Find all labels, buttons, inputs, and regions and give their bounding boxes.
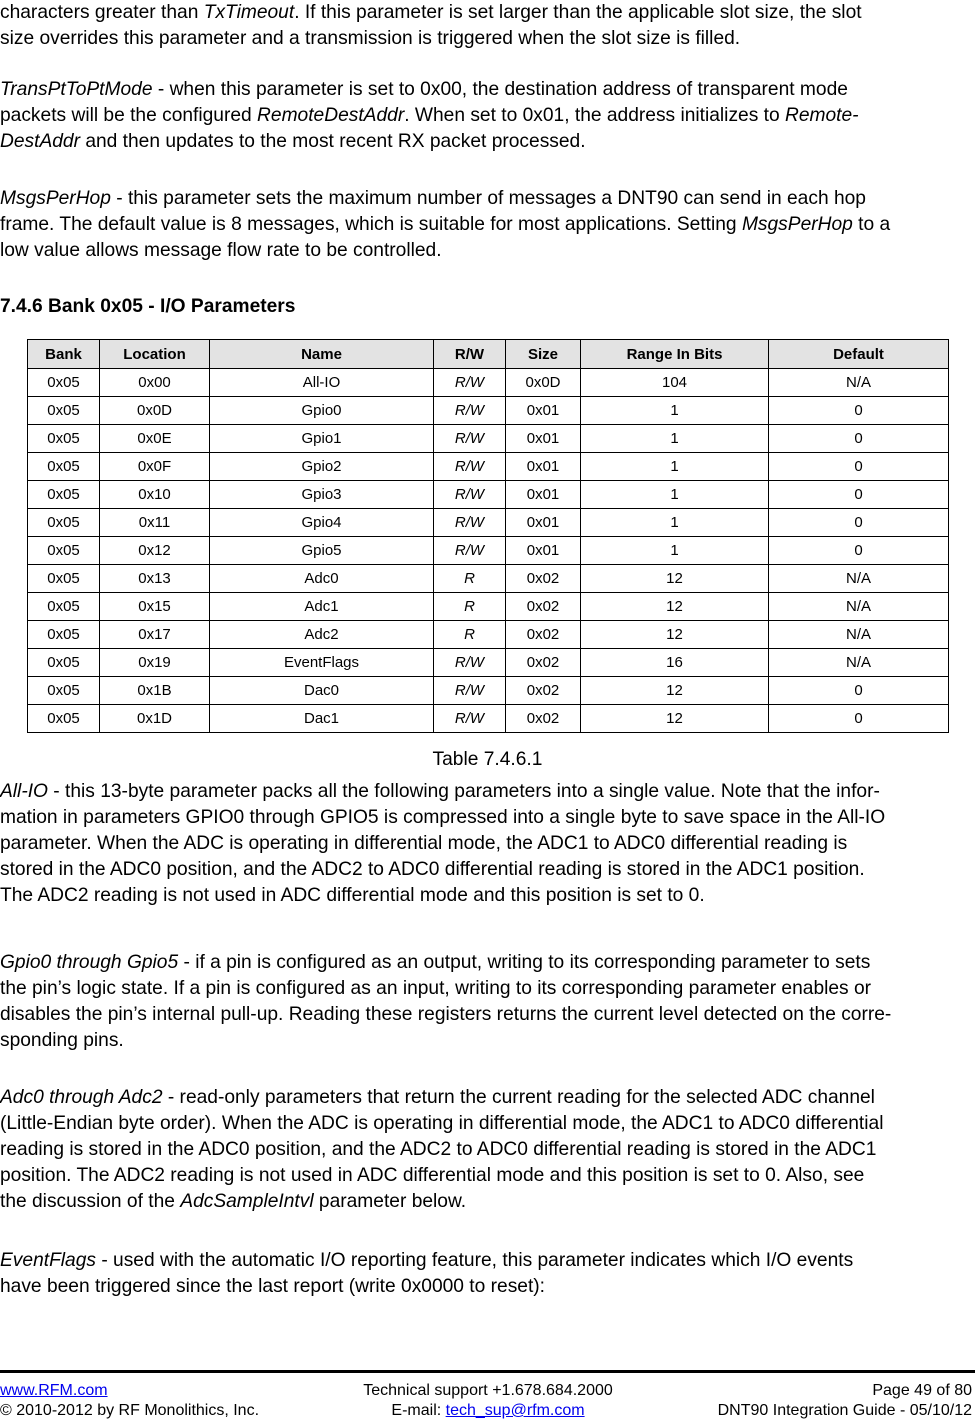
email-label: E-mail: [391, 1402, 446, 1419]
param-name: Remote- [784, 105, 859, 126]
cell: 1 [581, 481, 769, 509]
cell: 0x00 [100, 369, 210, 397]
cell: Gpio4 [210, 509, 434, 537]
support-phone: Technical support +1.678.684.2000 [363, 1382, 613, 1399]
text: - if a pin is configured as an output, writing to its corresponding parameter to sets [178, 952, 871, 973]
cell: Gpio1 [210, 425, 434, 453]
paragraph-transptoptmode [0, 77, 972, 155]
text: parameter below. [313, 1191, 467, 1212]
cell: 0x05 [28, 677, 100, 705]
table-row [28, 369, 949, 397]
cell: 0x15 [100, 593, 210, 621]
copyright-text: © 2010-2012 by RF Monolithics, Inc. [0, 1402, 260, 1419]
text: the discussion of the [0, 1191, 181, 1212]
paragraph-msgsperhop [0, 186, 972, 264]
footer-center [328, 1381, 648, 1421]
cell: 0x19 [100, 649, 210, 677]
text: - read-only parameters that return the current reading for the selected ADC channel [162, 1087, 875, 1108]
cell: 0x1D [100, 705, 210, 733]
cell: Adc2 [210, 621, 434, 649]
text: frame. The default value is 8 messages, which is suitable for most applications. Setting [0, 214, 742, 235]
cell: N/A [769, 369, 949, 397]
text: - used with the automatic I/O reporting feature, this parameter indicates which I/O events [95, 1250, 854, 1271]
cell: 12 [581, 565, 769, 593]
cell: 12 [581, 593, 769, 621]
paragraph-eventflags [0, 1248, 972, 1300]
cell: 0x02 [506, 649, 581, 677]
cell: Gpio5 [210, 537, 434, 565]
text: reading is stored in the ADC0 position, and the ADC2 to ADC0 differential reading is stored in the ADC1 [0, 1139, 877, 1160]
cell: Gpio3 [210, 481, 434, 509]
param-name: TxTimeout [203, 2, 295, 23]
cell: 1 [581, 453, 769, 481]
param-name: TransPtToPtMode [0, 79, 153, 100]
param-name: Adc0 through Adc2 [0, 1087, 163, 1108]
cell: EventFlags [210, 649, 434, 677]
header-location: Location [100, 340, 210, 369]
paragraph-txtimeout [0, 0, 972, 52]
text: disables the pin’s internal pull-up. Reading these registers returns the current level detected on the corre- [0, 1004, 892, 1025]
cell: 0x05 [28, 649, 100, 677]
cell: 0x1B [100, 677, 210, 705]
text: low value allows message flow rate to be controlled. [0, 240, 442, 261]
cell: 0x10 [100, 481, 210, 509]
cell: 16 [581, 649, 769, 677]
cell: 0x11 [100, 509, 210, 537]
table-row [28, 705, 949, 733]
cell: 0x02 [506, 705, 581, 733]
text: - when this parameter is set to 0x00, the destination address of transparent mode [152, 79, 848, 100]
table-row [28, 537, 949, 565]
table-header-row [28, 340, 949, 369]
text: the pin’s logic state. If a pin is configured as an input, writing to its corresponding parameter enables or [0, 978, 872, 999]
table-row [28, 621, 949, 649]
cell: 0 [769, 509, 949, 537]
cell: 0 [769, 425, 949, 453]
cell: 0x02 [506, 565, 581, 593]
cell: 0 [769, 453, 949, 481]
guide-title: DNT90 Integration Guide - 05/10/12 [717, 1402, 972, 1419]
text: . If this parameter is set larger than the applicable slot size, the slot [294, 2, 862, 23]
cell: 0x02 [506, 593, 581, 621]
cell: 0x01 [506, 537, 581, 565]
cell: 0x05 [28, 565, 100, 593]
param-name: RemoteDestAddr [257, 105, 405, 126]
text: mation in parameters GPIO0 through GPIO5 is compressed into a single byte to save space in the All-IO [0, 807, 886, 828]
cell: 1 [581, 509, 769, 537]
cell: R/W [434, 705, 506, 733]
header-bank: Bank [28, 340, 100, 369]
cell: Gpio0 [210, 397, 434, 425]
text: packets will be the configured [0, 105, 258, 126]
param-name: Gpio0 through Gpio5 [0, 952, 179, 973]
cell: R/W [434, 649, 506, 677]
cell: 0x01 [506, 481, 581, 509]
cell: All-IO [210, 369, 434, 397]
cell: 1 [581, 425, 769, 453]
header-name: Name [210, 340, 434, 369]
cell: 0x0D [506, 369, 581, 397]
cell: R/W [434, 397, 506, 425]
cell: 0x05 [28, 621, 100, 649]
cell: 0x05 [28, 369, 100, 397]
param-name: MsgsPerHop [741, 214, 853, 235]
paragraph-all-io [0, 779, 972, 909]
cell: 0x05 [28, 453, 100, 481]
cell: 0x05 [28, 425, 100, 453]
cell: 0x0F [100, 453, 210, 481]
cell: 0x0E [100, 425, 210, 453]
cell: R/W [434, 453, 506, 481]
table-row [28, 677, 949, 705]
table-row [28, 593, 949, 621]
email-link[interactable]: tech_sup@rfm.com [445, 1402, 585, 1419]
cell: 0x05 [28, 593, 100, 621]
section-heading: 7.4.6 Bank 0x05 - I/O Parameters [0, 296, 296, 317]
footer-divider [0, 1370, 975, 1373]
table-row [28, 509, 949, 537]
cell: R/W [434, 425, 506, 453]
text: stored in the ADC0 position, and the ADC2 to ADC0 differential reading is stored in the ADC1 position. [0, 859, 865, 880]
cell: N/A [769, 565, 949, 593]
website-link[interactable]: www.RFM.com [0, 1382, 108, 1399]
paragraph-adc [0, 1085, 972, 1215]
paragraph-gpio [0, 950, 972, 1054]
text: sponding pins. [0, 1030, 124, 1051]
text: - this parameter sets the maximum number of messages a DNT90 can send in each hop [110, 188, 866, 209]
table-caption: Table 7.4.6.1 [432, 749, 543, 770]
io-parameters-table [27, 339, 949, 733]
cell: Dac0 [210, 677, 434, 705]
cell: 12 [581, 705, 769, 733]
text: to a [852, 214, 891, 235]
cell: 0x0D [100, 397, 210, 425]
cell: Adc1 [210, 593, 434, 621]
cell: R/W [434, 369, 506, 397]
cell: N/A [769, 621, 949, 649]
cell: 12 [581, 677, 769, 705]
cell: 12 [581, 621, 769, 649]
cell: 0 [769, 397, 949, 425]
cell: N/A [769, 593, 949, 621]
cell: 1 [581, 397, 769, 425]
cell: R/W [434, 677, 506, 705]
text: size overrides this parameter and a transmission is triggered when the slot size is filled. [0, 28, 741, 49]
text: (Little-Endian byte order). When the ADC is operating in differential mode, the ADC1 to ADC0 differential [0, 1113, 884, 1134]
table-row [28, 397, 949, 425]
cell: 0x05 [28, 537, 100, 565]
cell: R [434, 621, 506, 649]
cell: 1 [581, 537, 769, 565]
param-name: AdcSampleIntvl [180, 1191, 314, 1212]
cell: 0x05 [28, 397, 100, 425]
cell: 104 [581, 369, 769, 397]
text: parameter. When the ADC is operating in differential mode, the ADC1 to ADC0 differential reading is [0, 833, 848, 854]
cell: Gpio2 [210, 453, 434, 481]
cell: 0 [769, 705, 949, 733]
param-name: DestAddr [0, 131, 80, 152]
cell: 0x17 [100, 621, 210, 649]
cell: R/W [434, 537, 506, 565]
cell: Adc0 [210, 565, 434, 593]
cell: 0x05 [28, 481, 100, 509]
header-rw: R/W [434, 340, 506, 369]
cell: R/W [434, 481, 506, 509]
cell: 0x05 [28, 705, 100, 733]
cell: 0x01 [506, 425, 581, 453]
cell: 0x12 [100, 537, 210, 565]
table-row [28, 425, 949, 453]
param-name: All-IO [0, 781, 48, 802]
cell: R [434, 593, 506, 621]
cell: R [434, 565, 506, 593]
text: position. The ADC2 reading is not used in ADC differential mode and this position is set to 0. Also, see [0, 1165, 865, 1186]
text: have been triggered since the last report (write 0x0000 to reset): [0, 1276, 546, 1297]
cell: 0x05 [28, 509, 100, 537]
table-row [28, 649, 949, 677]
cell: R/W [434, 509, 506, 537]
text: - this 13-byte parameter packs all the following parameters into a single value. Note that the infor- [47, 781, 880, 802]
cell: 0 [769, 677, 949, 705]
footer-left [0, 1381, 259, 1421]
cell: 0 [769, 481, 949, 509]
header-default: Default [769, 340, 949, 369]
text: The ADC2 reading is not used in ADC differential mode and this position is set to 0. [0, 885, 705, 906]
text: . When set to 0x01, the address initializes to [404, 105, 785, 126]
header-size: Size [506, 340, 581, 369]
text: characters greater than [0, 2, 204, 23]
cell: 0 [769, 537, 949, 565]
cell: 0x01 [506, 453, 581, 481]
cell: 0x01 [506, 509, 581, 537]
header-range: Range In Bits [581, 340, 769, 369]
param-name: MsgsPerHop [0, 188, 111, 209]
cell: 0x13 [100, 565, 210, 593]
cell: 0x02 [506, 677, 581, 705]
table-row [28, 481, 949, 509]
cell: 0x02 [506, 621, 581, 649]
param-name: EventFlags [0, 1250, 96, 1271]
cell: N/A [769, 649, 949, 677]
table-row [28, 565, 949, 593]
page-number: Page 49 of 80 [872, 1382, 972, 1399]
cell: 0x01 [506, 397, 581, 425]
table-row [28, 453, 949, 481]
footer-right [718, 1381, 972, 1421]
cell: Dac1 [210, 705, 434, 733]
text: and then updates to the most recent RX packet processed. [79, 131, 586, 152]
